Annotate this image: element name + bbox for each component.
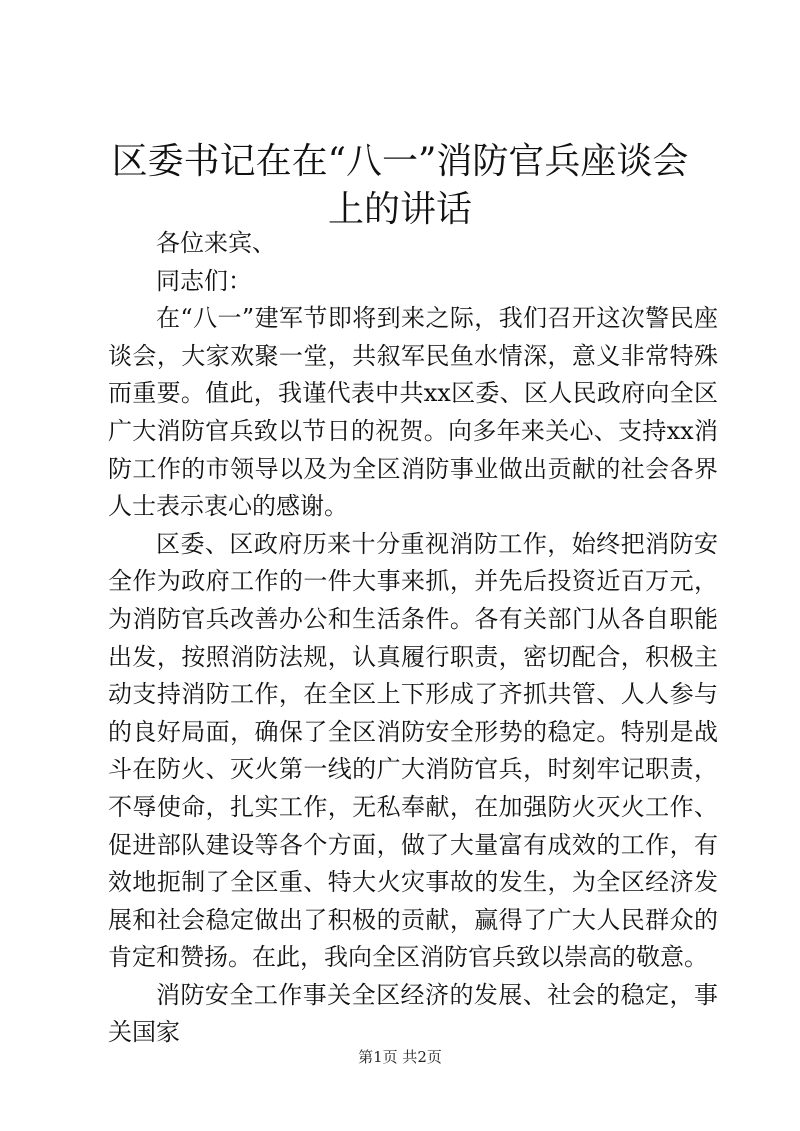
paragraph: 在“八一”建军节即将到来之际，我们召开这次警民座谈会，大家欢聚一堂，共叙军民鱼水情深，意义非常特殊而重要。值此，我谨代表中共xx区委、区人民政府向全区广大消防官兵致以节日的祝贺。向多年来关心、支持xx消防工作的市领导以及为全区消防事业做出贡献的社会各界人士表示衷心的感谢。 bbox=[108, 304, 718, 521]
page-number: 第1页 共2页 bbox=[358, 1048, 442, 1066]
paragraph: 消防安全工作事关全区经济的发展、社会的稳定，事关国家 bbox=[108, 980, 718, 1047]
salutation-comrades: 同志们： bbox=[156, 266, 252, 295]
document-title: 区委书记在在“八一”消防官兵座谈会上的讲话 bbox=[111, 141, 689, 230]
salutation-guests: 各位来宾、 bbox=[156, 229, 276, 257]
document-body bbox=[108, 225, 718, 1052]
paragraph: 区委、区政府历来十分重视消防工作，始终把消防安全作为政府工作的一件大事来抓，并先后投资近百万元，为消防官兵改善办公和生活条件。各有关部门从各自职能出发，按照消防法规，认真履行职责，密切配合，积极主动支持消防工作，在全区上下形成了齐抓共管、人人参与的良好局面，确保了全区消防安全形势的稳定。特别是战斗在防火、灭火第一线的广大消防官兵，时刻牢记职责，不辱使命，扎实工作，无私奉献，在加强防火灭火工作、促进部队建设等各个方面，做了大量富有成效的工作，有效地扼制了全区重、特大火灾事故的发生，为全区经济发展和社会稳定做出了积极的贡献，赢得了广大人民群众的肯定和赞扬。在此，我向全区消防官兵致以崇高的敬意。 bbox=[108, 529, 718, 972]
